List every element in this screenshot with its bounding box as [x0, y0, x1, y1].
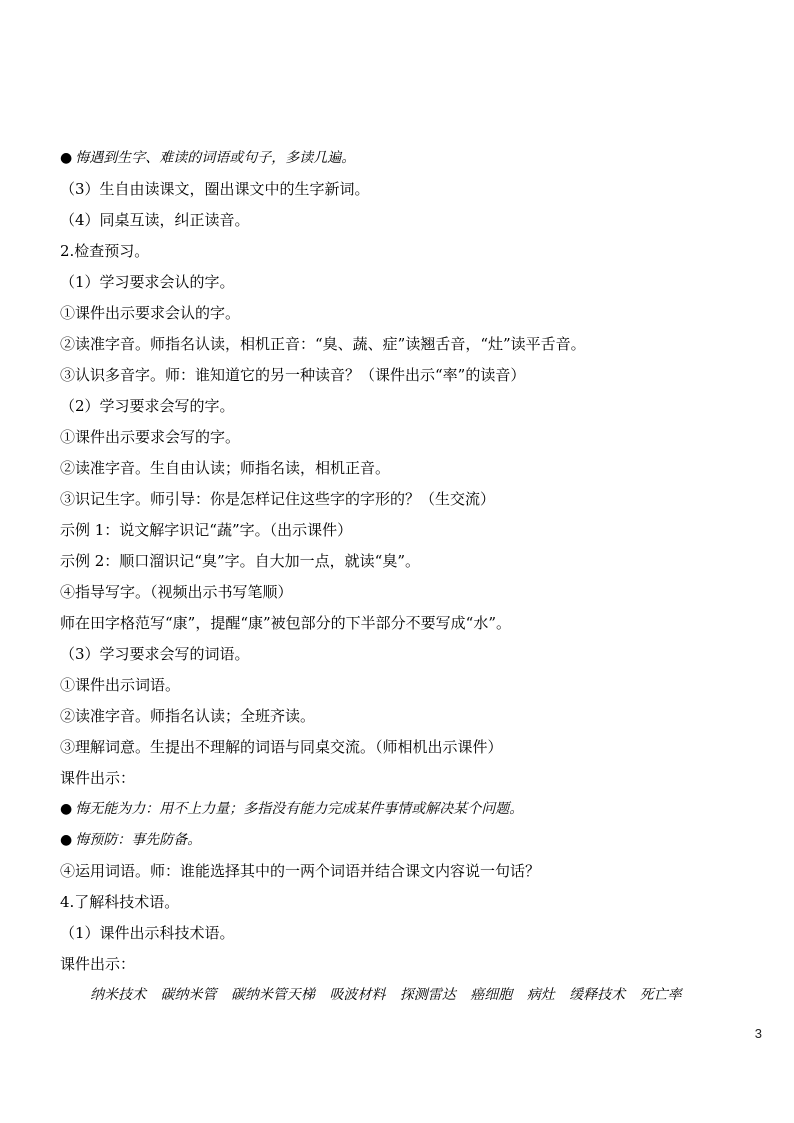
example-line: 示例 2：顺口溜识记“臭”字。自大加一点，就读“臭”。 — [60, 552, 420, 570]
tech-term: 碳纳米管天梯 — [230, 987, 315, 1003]
paragraph-line: ②读准字音。生自由认读；师指名读，相机正音。 — [60, 459, 391, 477]
paragraph-line: ①课件出示要求会写的字。 — [60, 428, 241, 446]
subsection-heading: （1）学习要求会认的字。 — [60, 273, 235, 291]
tech-term: 死亡率 — [639, 987, 682, 1003]
courseware-label: 课件出示： — [60, 769, 136, 787]
bullet-line — [60, 794, 740, 825]
paragraph-line: （4）同桌互读，纠正读音。 — [60, 211, 250, 229]
tech-term: 碳纳米管 — [160, 987, 217, 1003]
paragraph-line: ③理解词意。生提出不理解的词语与同桌交流。（师相机出示课件） — [60, 738, 503, 756]
tech-terms-row — [60, 980, 740, 1011]
paragraph-line: ②读准字音。师指名认读，相机正音：“臭、蔬、症”读翘舌音，“灶”读平舌音。 — [60, 335, 586, 353]
tech-term: 吸波材料 — [329, 987, 386, 1003]
bullet-icon: ● — [60, 801, 73, 817]
courseware-label: 课件出示： — [60, 955, 136, 973]
bullet-icon: ● — [60, 150, 73, 166]
bullet-line — [60, 143, 740, 174]
line-text: 悔预防：事先防备。 — [75, 832, 202, 848]
paragraph-line: 师在田字格范写“康”，提醒“康”被包部分的下半部分不要写成“水”。 — [60, 614, 512, 632]
line-text: 悔无能为力：用不上力量；多指没有能力完成某件事情或解决某个问题。 — [75, 801, 524, 817]
paragraph-line: ①课件出示词语。 — [60, 676, 181, 694]
tech-term: 纳米技术 — [90, 987, 146, 1003]
bullet-line — [60, 825, 740, 856]
paragraph-line: ④指导写字。（视频出示书写笔顺） — [60, 583, 293, 601]
page-number: 3 — [754, 1026, 762, 1041]
paragraph-line: ②读准字音。师指名认读；全班齐读。 — [60, 707, 316, 725]
paragraph-line: ④运用词语。师：谁能选择其中的一两个词语并结合课文内容说一句话？ — [60, 862, 541, 880]
example-line: 示例 1：说文解字识记“蔬”字。（出示课件） — [60, 521, 353, 539]
tech-term: 癌细胞 — [470, 987, 513, 1003]
paragraph-line: ③认识多音字。师：谁知道它的另一种读音？（课件出示“率”的读音） — [60, 366, 526, 384]
section-heading: 4.了解科技术语。 — [60, 893, 180, 911]
paragraph-line: ③识记生字。师引导：你是怎样记住这些字的字形的？（生交流） — [60, 490, 496, 508]
subsection-heading: （2）学习要求会写的字。 — [60, 397, 235, 415]
bullet-icon: ● — [60, 832, 73, 848]
tech-term: 缓释技术 — [569, 987, 626, 1003]
paragraph-line: ①课件出示要求会认的字。 — [60, 304, 241, 322]
paragraph-line: （3）生自由读课文，圈出课文中的生字新词。 — [60, 180, 370, 198]
subsection-heading: （1）课件出示科技术语。 — [60, 924, 235, 942]
tech-term: 病灶 — [526, 987, 555, 1003]
section-heading: 2.检查预习。 — [60, 242, 150, 260]
line-text: 悔遇到生字、难读的词语或句子，多读几遍。 — [75, 150, 356, 166]
tech-term: 探测雷达 — [399, 987, 456, 1003]
page-body — [60, 143, 740, 1011]
subsection-heading: （3）学习要求会写的词语。 — [60, 645, 250, 663]
